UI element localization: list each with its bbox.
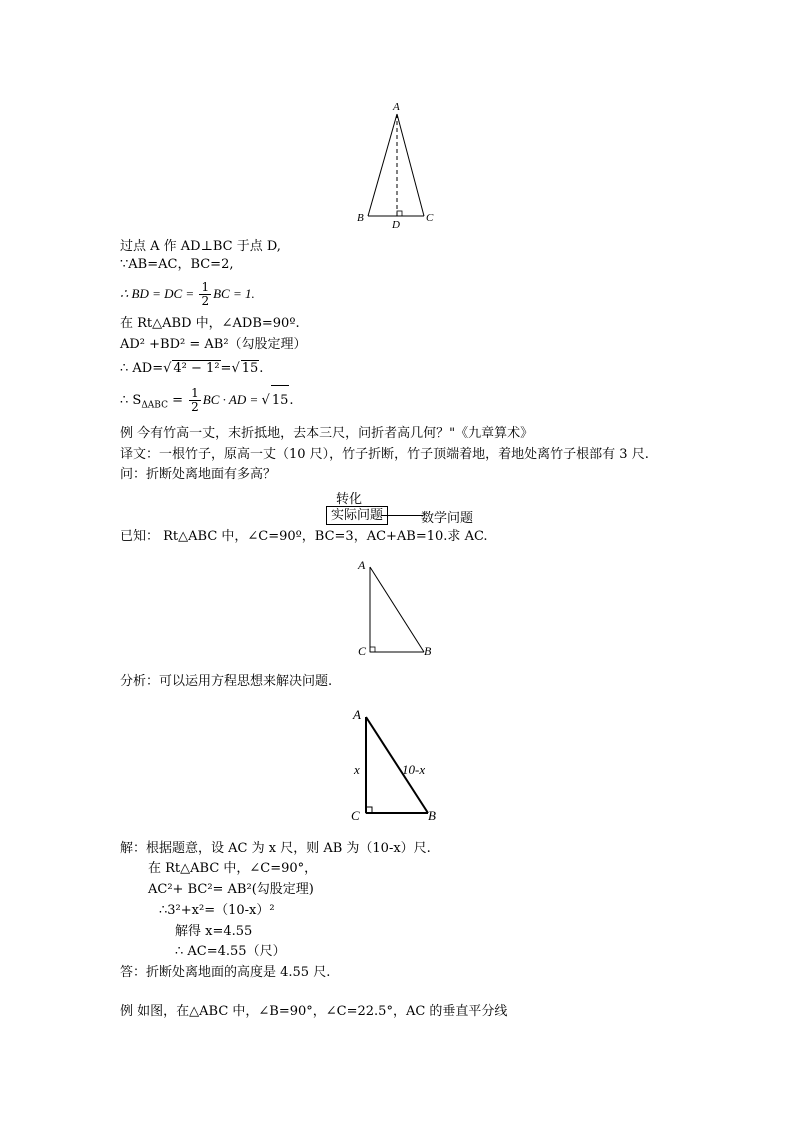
line-3-b: BC = 1. (213, 286, 255, 301)
analysis-line: 分析：可以运用方程思想来解决问题. (120, 674, 333, 689)
solution-6: ∴ AC=4.55（尺） (175, 944, 286, 959)
radical-1: 4² − 1² (173, 361, 220, 376)
fraction-half-2 (189, 387, 201, 414)
line-6: ∴ AD=√ 4² − 1²=√ 15. (120, 361, 264, 376)
line-8: 例 今有竹高一丈，末折抵地，去本三尺，问折者高几何？"《九章算术》 (120, 426, 534, 441)
flow-top-label: 转化 (336, 492, 363, 507)
line-2: ∵AB=AC，BC=2, (120, 257, 234, 272)
denominator-2: 2 (191, 400, 199, 414)
answer-line: 答：折断处离地面的高度是 4.55 尺. (120, 965, 331, 980)
line-6-a: ∴ AD= (120, 361, 164, 376)
flow-dash-line (381, 515, 423, 516)
line-7-c: BC · AD = (202, 392, 262, 407)
numerator-2: 1 (191, 386, 199, 400)
example-2-line: 例 如图，在△ABC 中，∠B=90°，∠C=22.5°，AC 的垂直平分线 (120, 1004, 508, 1019)
line-3-a: ∴ BD = DC = (120, 286, 198, 301)
figure-labeled-triangle (348, 703, 448, 828)
solution-3: AC²+ BC²= AB²(勾股定理) (148, 882, 314, 897)
line-6-c: . (259, 361, 264, 376)
label-C: C (426, 212, 434, 224)
label-A: A (353, 707, 361, 722)
figure-right-triangle (352, 555, 442, 665)
solution-1: 解：根据题意，设 AC 为 x 尺，则 AB 为（10-x）尺. (120, 841, 431, 856)
line-1: 过点 A 作 AD⊥BC 于点 D, (120, 239, 281, 254)
label-C: C (358, 644, 367, 658)
radical-3: 15 (271, 385, 290, 416)
numerator: 1 (201, 280, 210, 294)
label-B: B (424, 644, 432, 658)
denominator: 2 (201, 294, 210, 308)
flow-left-box: 实际问题 (326, 506, 388, 525)
label-A: A (393, 101, 400, 113)
label-x: x (354, 762, 360, 777)
line-7: ∴ $S_{\Delta ABC}$ = $\frac{1}{2}$ BC · AD = √ 15. (120, 386, 294, 414)
line-6-b: = (220, 361, 232, 376)
radical-2: 15 (241, 361, 259, 376)
line-9: 译文：一根竹子，原高一丈（10 尺），竹子折断，竹子顶端着地，着地处离竹子根部有 3 尺. (120, 447, 649, 462)
figure-isosceles-triangle (350, 95, 440, 235)
label-A: A (358, 558, 366, 572)
area-subscript: ΔABC (141, 400, 168, 411)
solution-4: ∴3²+x²=（10-x）² (159, 903, 275, 918)
line-4: 在 Rt△ABD 中，∠ADB=90º. (120, 316, 300, 331)
label-B: B (428, 808, 436, 823)
given-line: 已知： Rt△ABC 中，∠C=90º，BC=3，AC+AB=10.求 AC. (120, 529, 488, 544)
solution-2: 在 Rt△ABC 中，∠C=90°， (148, 861, 318, 876)
label-hypotenuse: 10-x (402, 762, 426, 777)
flow-right-label: 数学问题 (421, 511, 474, 526)
label-D: D (392, 219, 400, 231)
line-5: AD² +BD² = AB²（勾股定理） (120, 337, 307, 352)
solution-5: 解得 x=4.55 (175, 924, 253, 939)
line-7-a: ∴ S (120, 393, 142, 408)
line-7-b: = (167, 393, 188, 408)
line-3 (120, 281, 255, 308)
fraction-half (199, 281, 211, 308)
label-C: C (351, 808, 360, 823)
label-B: B (357, 212, 364, 224)
line-10: 问：折断处离地面有多高？ (120, 467, 277, 482)
line-7-e: . (289, 393, 294, 408)
